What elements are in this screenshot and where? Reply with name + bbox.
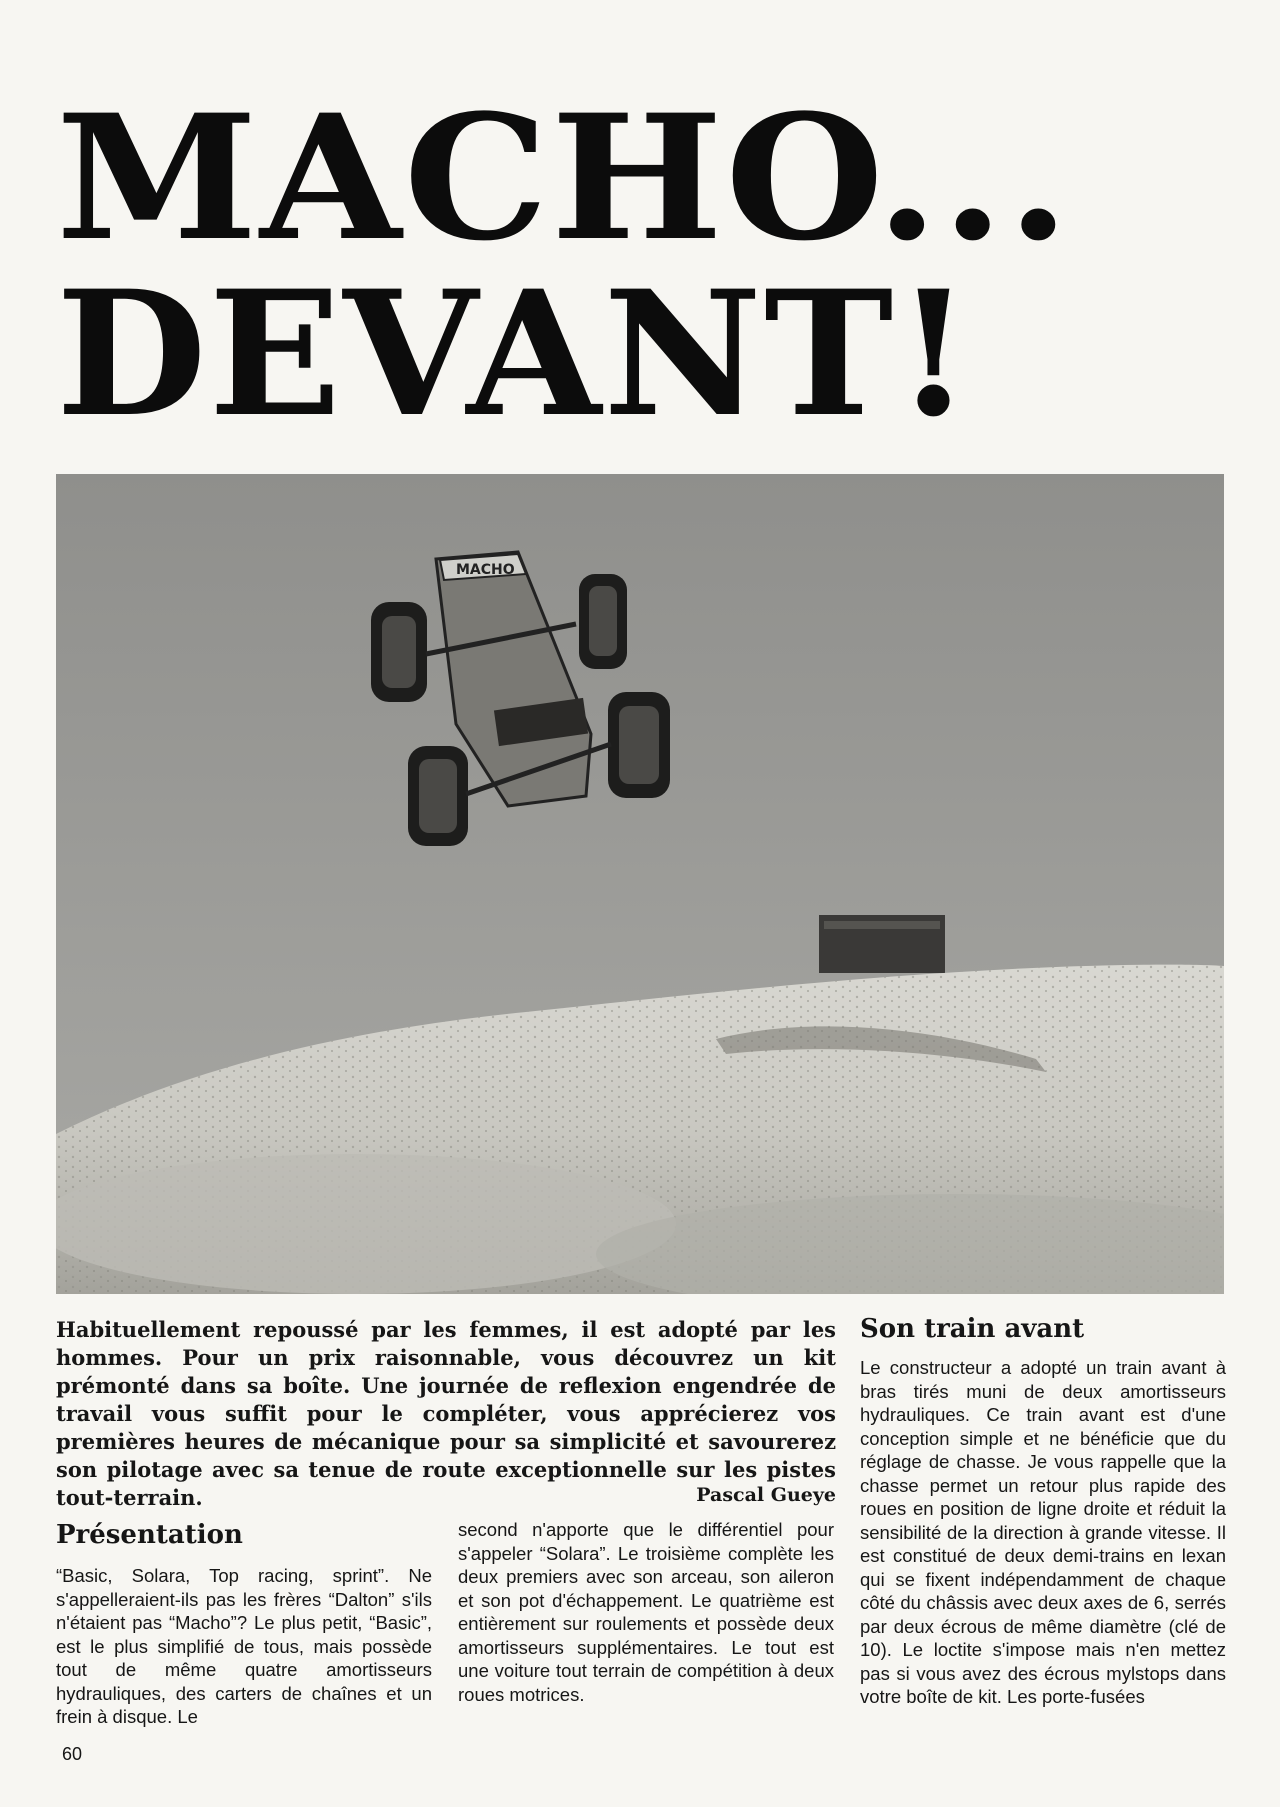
headline-line-1: MACHO... <box>56 76 1073 279</box>
body-column-3: Le constructeur a adopté un train avant à bras tirés muni de deux amortisseurs hydrauliques. Ce train avant est d'une conception simple et ne bénéficie que du réglage de chasse. Je vous rappelle que la chasse permet un retour plus rapide des roues en position de ligne droite et réduit la sensibilité de la direction à grande vitesse. Il est constitué de deux demi-trains en lexan qui se fixent indépendamment de chaque côté du châssis avec deux axes de 6, serrés par deux écrous de même diamètre (clé de 10). Le loctite s'impose mais n'en mettez pas si vous avez des écrous mylstops dans votre boîte de kit. Les porte-fusées <box>860 1357 1226 1707</box>
body-column-2: second n'apporte que le différentiel pour s'appeler “Solara”. Le troisième complète les deux premiers avec son arceau, son aileron et son pot d'échappement. Le quatrième est entièrement sur roulements et possède deux amortisseurs supplémentaires. Le tout est une voiture tout terrain de compétition à deux roues motrices. <box>458 1519 834 1705</box>
photo-rc-car-jump <box>56 474 1224 1294</box>
section-title-train-avant: Son train avant <box>860 1314 1085 1344</box>
lead-paragraph: Habituellement repoussé par les femmes, il est adopté par les hommes. Pour un prix raisonnable, vous découvrez un kit prémonté dans sa boîte. Une journée de reflexion engendrée de travail vous suffit pour le compléter, vous apprécierez vos premières heures de mécanique pour sa simplicité et savourerez son pilotage avec sa tenue de route exceptionnelle sur les pistes tout-terrain. <box>56 1317 836 1510</box>
body-column-1: “Basic, Solara, Top racing, sprint”. Ne s'appelleraient-ils pas les frères “Dalton” s'ils n'étaient pas “Macho”? Le plus petit, “Basic”, est le plus simplifié de tous, mais possède tout de même quatre amortisseurs hydrauliques, des carters de chaînes et un frein à disque. Le <box>56 1565 432 1727</box>
page-number: 60 <box>62 1744 83 1764</box>
section-title-presentation: Présentation <box>56 1520 243 1550</box>
author-name: Pascal Gueye <box>696 1484 836 1506</box>
headline-line-2: DEVANT! <box>56 252 974 455</box>
car-body-text: MACHO <box>456 562 515 578</box>
photo-illustration <box>56 474 1224 1294</box>
